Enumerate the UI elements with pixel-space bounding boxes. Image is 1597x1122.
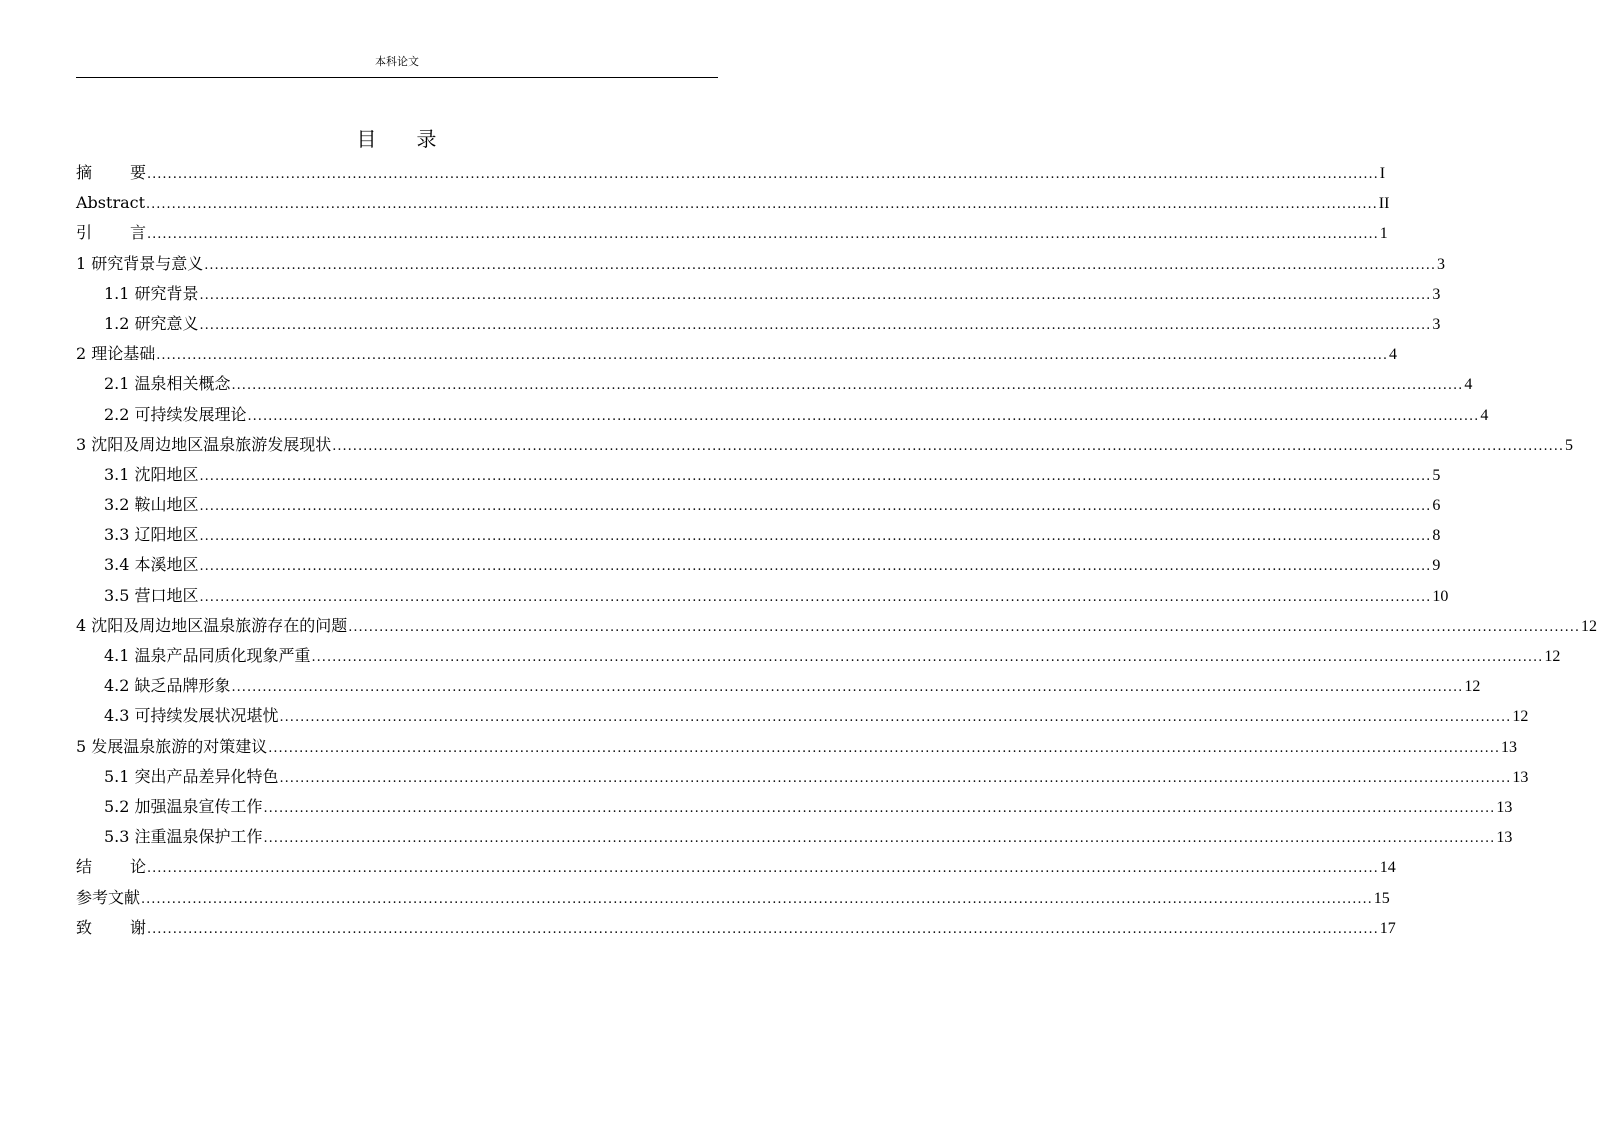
toc-entry-label: 2 理论基础 bbox=[76, 344, 156, 364]
toc-entry[interactable] bbox=[76, 279, 1441, 309]
toc-entry-label: 3.2 鞍山地区 bbox=[104, 495, 199, 515]
toc-entry-label: 引言 bbox=[76, 223, 147, 243]
toc-entry-page-number: 12 bbox=[1512, 708, 1529, 726]
toc-entry[interactable] bbox=[76, 339, 1398, 369]
toc-entry-page-number: 5 bbox=[1432, 466, 1441, 484]
toc-entry-label: 2.2 可持续发展理论 bbox=[104, 404, 247, 424]
header-text: 本科论文 bbox=[375, 55, 419, 68]
toc-entry-label: 结论 bbox=[76, 857, 147, 877]
toc-entry-label: 3.4 本溪地区 bbox=[104, 555, 199, 575]
toc-entry[interactable] bbox=[76, 822, 1513, 852]
toc-entry[interactable] bbox=[76, 309, 1441, 339]
toc-entry-label: 3.5 营口地区 bbox=[104, 585, 199, 605]
toc-entry-page-number: 8 bbox=[1432, 527, 1441, 545]
toc-entry[interactable] bbox=[76, 581, 1449, 611]
toc-entry-label: 4.3 可持续发展状况堪忧 bbox=[104, 706, 279, 726]
toc-dot-leader: ................................................................................................................................................................................................................................................ bbox=[247, 408, 1480, 424]
toc-dot-leader: ................................................................................................................................................................................................................................................ bbox=[199, 287, 1432, 303]
toc-entry-page-number: 12 bbox=[1581, 617, 1597, 635]
toc-entry-label: 3.3 辽阳地区 bbox=[104, 525, 199, 545]
toc-entry-label: 3.1 沈阳地区 bbox=[104, 464, 199, 484]
toc-dot-leader: ................................................................................................................................................................................................................................................ bbox=[147, 167, 1379, 182]
toc-dot-leader: ................................................................................................................................................................................................................................................ bbox=[231, 378, 1464, 394]
toc-entry-label: 参考文献 bbox=[76, 887, 141, 907]
toc-dot-leader: ................................................................................................................................................................................................................................................ bbox=[141, 891, 1373, 907]
page-header bbox=[76, 55, 718, 78]
toc-dot-leader: ................................................................................................................................................................................................................................................ bbox=[199, 468, 1432, 484]
toc-entry-label: 摘要 bbox=[76, 163, 147, 182]
toc-entry-page-number: 4 bbox=[1389, 346, 1398, 364]
toc-entry[interactable] bbox=[76, 188, 1390, 218]
toc-entry[interactable] bbox=[76, 883, 1390, 913]
toc-entry[interactable] bbox=[76, 460, 1441, 490]
toc-entry-page-number: 15 bbox=[1373, 889, 1390, 907]
toc-entry-label: 1.2 研究意义 bbox=[104, 313, 199, 333]
toc-dot-leader: ................................................................................................................................................................................................................................................ bbox=[263, 800, 1496, 816]
toc-entry-page-number: 13 bbox=[1501, 738, 1518, 756]
toc-dot-leader: ................................................................................................................................................................................................................................................ bbox=[199, 529, 1432, 545]
toc-entry-page-number: 6 bbox=[1432, 497, 1441, 515]
toc-entry-label: 3 沈阳及周边地区温泉旅游发展现状 bbox=[76, 434, 332, 454]
toc-entry-page-number: I bbox=[1379, 165, 1386, 182]
toc-entry-page-number: 12 bbox=[1544, 648, 1561, 665]
toc-dot-leader: ................................................................................................................................................................................................................................................ bbox=[147, 227, 1379, 243]
toc-entry-page-number: 1 bbox=[1379, 225, 1388, 243]
toc-dot-leader: ................................................................................................................................................................................................................................................ bbox=[311, 650, 1544, 665]
toc-entry-label: 致谢 bbox=[76, 917, 147, 937]
toc-entry[interactable] bbox=[76, 249, 1446, 279]
toc-dot-leader: ................................................................................................................................................................................................................................................ bbox=[156, 348, 1389, 364]
toc-dot-leader: ................................................................................................................................................................................................................................................ bbox=[199, 317, 1432, 333]
toc-dot-leader: ................................................................................................................................................................................................................................................ bbox=[199, 499, 1432, 515]
toc-entry[interactable] bbox=[76, 792, 1513, 822]
toc-entry-page-number: II bbox=[1378, 195, 1390, 213]
toc-entry[interactable] bbox=[76, 732, 1518, 762]
toc-entry[interactable] bbox=[76, 550, 1441, 580]
toc-entry-page-number: 13 bbox=[1496, 829, 1513, 847]
toc-dot-leader: ................................................................................................................................................................................................................................................ bbox=[199, 559, 1432, 575]
toc-dot-leader: ................................................................................................................................................................................................................................................ bbox=[332, 438, 1565, 454]
toc-entry-page-number: 4 bbox=[1480, 406, 1489, 424]
toc-entry[interactable] bbox=[76, 641, 1561, 671]
toc-dot-leader: ................................................................................................................................................................................................................................................ bbox=[146, 197, 1378, 213]
toc-entry[interactable] bbox=[76, 671, 1481, 701]
toc-entry[interactable] bbox=[76, 158, 1386, 188]
toc-entry[interactable] bbox=[76, 913, 1396, 943]
toc-dot-leader: ................................................................................................................................................................................................................................................ bbox=[147, 861, 1379, 877]
toc-entry-page-number: 12 bbox=[1464, 678, 1481, 696]
toc-entry[interactable] bbox=[76, 852, 1396, 882]
toc-entry-page-number: 10 bbox=[1432, 587, 1449, 605]
toc-title: 目录 bbox=[356, 127, 477, 151]
toc-dot-leader: ................................................................................................................................................................................................................................................ bbox=[348, 619, 1581, 635]
toc-entry-label: 5.1 突出产品差异化特色 bbox=[104, 766, 279, 786]
toc-entry-page-number: 14 bbox=[1379, 859, 1396, 877]
toc-entry-page-number: 4 bbox=[1464, 376, 1473, 394]
toc-entry[interactable] bbox=[76, 520, 1441, 550]
toc-entry-page-number: 3 bbox=[1432, 315, 1441, 333]
toc-entry-label: Abstract bbox=[76, 193, 146, 213]
toc-entry-label: 5.3 注重温泉保护工作 bbox=[104, 827, 263, 847]
toc-entry[interactable] bbox=[76, 430, 1574, 460]
toc-dot-leader: ................................................................................................................................................................................................................................................ bbox=[279, 770, 1512, 786]
toc-dot-leader: ................................................................................................................................................................................................................................................ bbox=[231, 680, 1464, 696]
toc-entry-label: 1.1 研究背景 bbox=[104, 283, 199, 303]
toc-entry-page-number: 3 bbox=[1437, 255, 1446, 273]
toc-entry-label: 5 发展温泉旅游的对策建议 bbox=[76, 736, 268, 756]
toc-dot-leader: ................................................................................................................................................................................................................................................ bbox=[268, 740, 1501, 756]
toc-dot-leader: ................................................................................................................................................................................................................................................ bbox=[199, 589, 1432, 605]
toc-entry-page-number: 9 bbox=[1432, 557, 1441, 575]
toc-entry-page-number: 5 bbox=[1565, 436, 1574, 454]
toc-entry[interactable] bbox=[76, 400, 1489, 430]
toc-entry[interactable] bbox=[76, 701, 1529, 731]
toc-dot-leader: ................................................................................................................................................................................................................................................ bbox=[147, 921, 1379, 937]
toc-entry[interactable] bbox=[76, 611, 1597, 641]
toc-entry[interactable] bbox=[76, 369, 1473, 399]
toc-entry[interactable] bbox=[76, 490, 1441, 520]
toc-entry-label: 2.1 温泉相关概念 bbox=[104, 374, 231, 394]
toc-entry-page-number: 13 bbox=[1496, 798, 1513, 816]
toc-entry-label: 4.1 温泉产品同质化现象严重 bbox=[104, 646, 311, 665]
toc-entry-page-number: 3 bbox=[1432, 285, 1441, 303]
toc-dot-leader: ................................................................................................................................................................................................................................................ bbox=[263, 831, 1496, 847]
toc-entry-label: 5.2 加强温泉宣传工作 bbox=[104, 796, 263, 816]
toc-entry-page-number: 17 bbox=[1379, 919, 1396, 937]
toc-dot-leader: ................................................................................................................................................................................................................................................ bbox=[279, 710, 1512, 726]
toc-entry-page-number: 13 bbox=[1512, 768, 1529, 786]
toc-entry[interactable] bbox=[76, 218, 1388, 248]
toc-entry[interactable] bbox=[76, 762, 1529, 792]
table-of-contents bbox=[76, 158, 1597, 943]
toc-dot-leader: ................................................................................................................................................................................................................................................ bbox=[204, 257, 1437, 273]
toc-entry-label: 4.2 缺乏品牌形象 bbox=[104, 676, 231, 696]
toc-entry-label: 4 沈阳及周边地区温泉旅游存在的问题 bbox=[76, 615, 348, 635]
toc-entry-label: 1 研究背景与意义 bbox=[76, 253, 204, 273]
